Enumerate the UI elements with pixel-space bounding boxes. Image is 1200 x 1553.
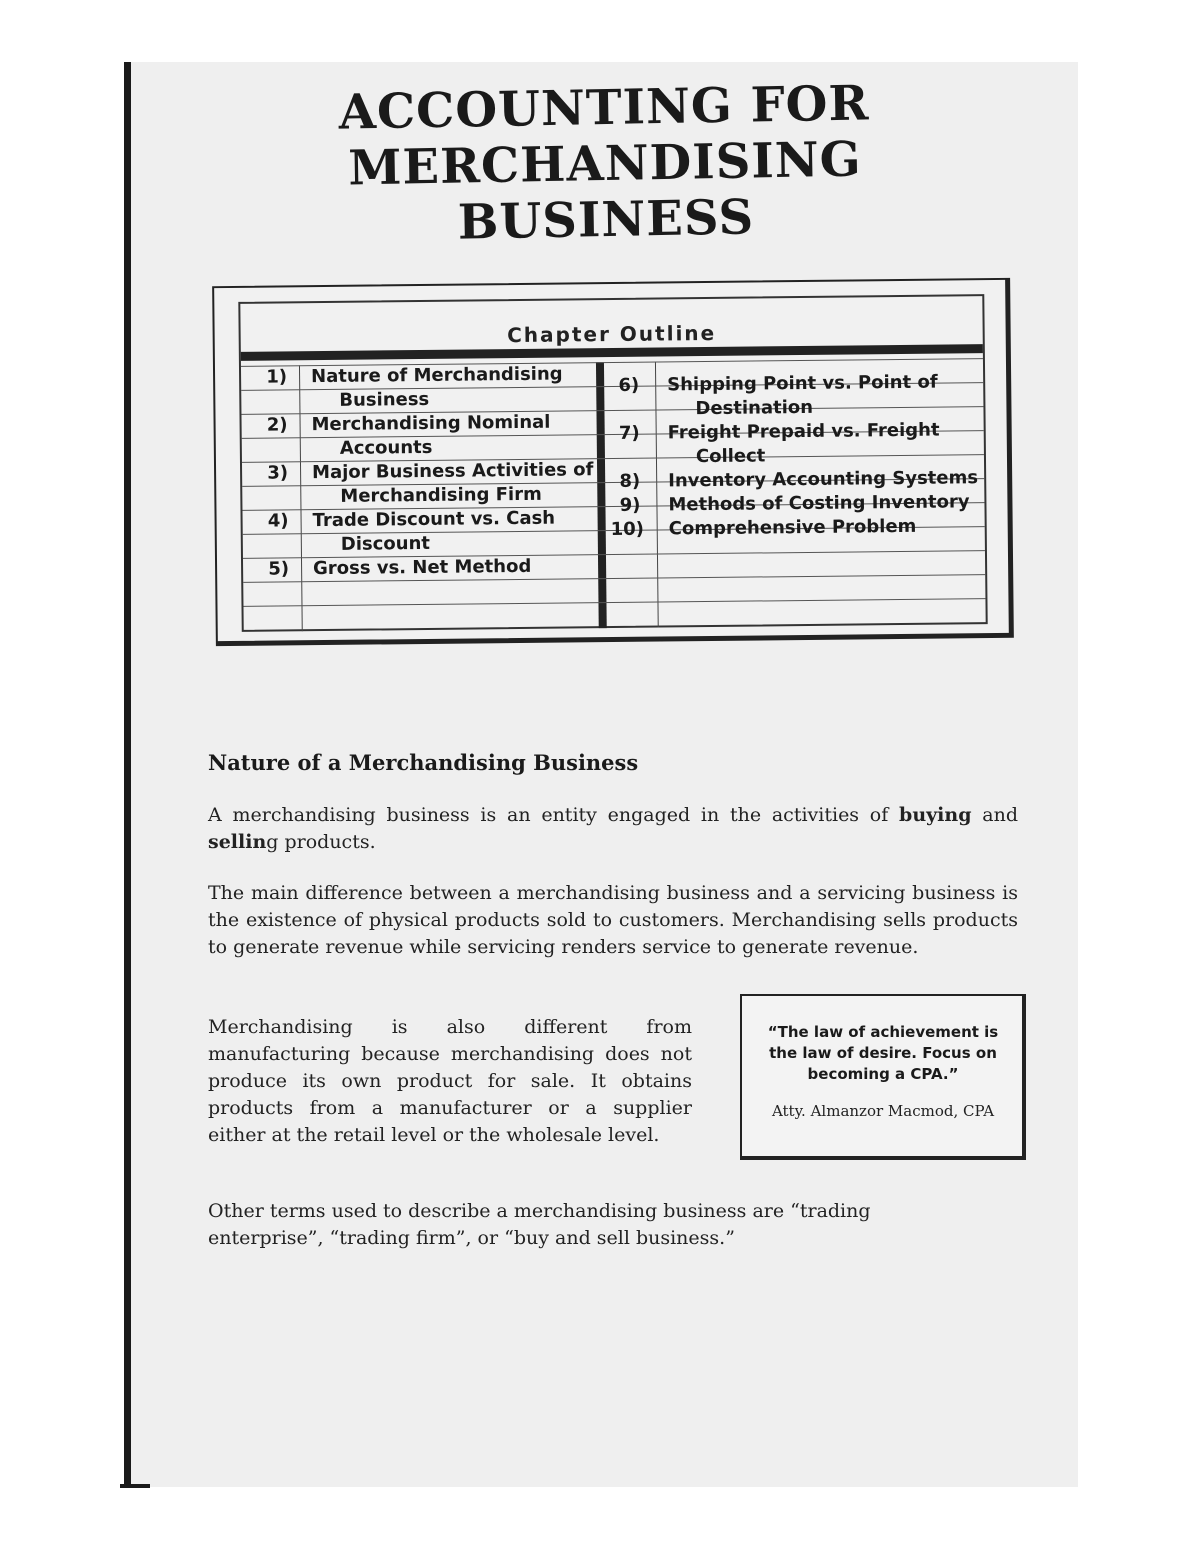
outline-item-line2: Merchandising Firm — [340, 483, 542, 507]
outline-item-line1: Comprehensive Problem — [668, 515, 917, 540]
outline-item-number: 10) — [610, 518, 645, 541]
outline-item — [312, 458, 602, 509]
outline-item-line1: Gross vs. Net Method — [312, 555, 532, 580]
outline-item — [669, 514, 979, 541]
outline-item-line2: Accounts — [339, 436, 433, 459]
chapter-title-line1: ACCOUNTING FOR — [338, 75, 870, 141]
outline-item-line2: Collect — [695, 445, 766, 468]
outline-grid — [241, 358, 986, 632]
outline-item-line1: Methods of Costing Inventory — [668, 491, 970, 516]
paragraph-difference-servicing: The main difference between a merchandising business and a servicing business is the existence of physical products sold to customers. Merchandising sells products to generate revenue while servicing renders service to generate revenue. — [208, 882, 1018, 958]
outline-item-number: 4) — [267, 510, 289, 532]
outline-item-line1: Major Business Activities of — [311, 459, 594, 484]
outline-item-line2: Discount — [340, 532, 431, 555]
paragraph-text: g products. — [266, 831, 376, 853]
quote-text: “The law of achievement is the law of desire. Focus on becoming a CPA.” — [767, 1023, 999, 1083]
outline-item-line1: Trade Discount vs. Cash — [312, 507, 556, 532]
paragraph-text: and — [971, 804, 1018, 826]
outline-item-number: 5) — [268, 558, 290, 580]
bold-term-selling: sellin — [208, 831, 267, 853]
outline-item-number: 3) — [267, 462, 289, 484]
outline-item — [311, 362, 601, 413]
outline-item-number: 7) — [618, 422, 640, 444]
paragraph-text: A merchandising business is an entity engaged in the activities of — [208, 804, 900, 826]
bold-term-buying: buying — [899, 804, 972, 826]
grid-line — [299, 365, 303, 631]
section-heading: Nature of a Merchandising Business — [208, 750, 639, 775]
outline-item-line2: Business — [339, 388, 430, 411]
grid-line — [655, 362, 659, 628]
grid-line — [243, 598, 985, 607]
outline-item-number: 1) — [266, 366, 288, 388]
chapter-outline-heading: Chapter Outline — [507, 320, 717, 348]
outline-item-number: 9) — [619, 494, 641, 516]
paragraph-definition — [208, 802, 1018, 856]
quote-author: Atty. Almanzor Macmod, CPA — [771, 1102, 995, 1120]
outline-item-line2: Destination — [695, 396, 814, 420]
outline-item-line1: Shipping Point vs. Point of — [667, 371, 938, 396]
paragraph-other-terms: Other terms used to describe a merchandising business are “trading enterprise”, “trading firm”, or “buy and sell business.” — [208, 1200, 871, 1249]
outline-item — [311, 410, 601, 461]
page-binding-edge — [124, 62, 131, 1487]
outline-item — [313, 554, 603, 581]
chapter-outline-box — [212, 278, 1014, 646]
chapter-outline-inner — [238, 294, 987, 632]
outline-item-number: 6) — [618, 374, 640, 396]
outline-item — [668, 466, 978, 493]
outline-item-line1: Inventory Accounting Systems — [668, 467, 979, 492]
outline-item-line1: Merchandising Nominal — [311, 411, 551, 436]
chapter-title-line2: MERCHANDISING BUSINESS — [347, 131, 863, 251]
paragraph-difference-manufacturing: Merchandising is also different from manufacturing because merchandising does not produce its own product for sale. It obtains products from a manufacturer or a supplier either at the retail level or the wholesale level. — [208, 1016, 692, 1146]
chapter-title — [199, 73, 1012, 255]
outline-item — [312, 506, 602, 557]
outline-item-line1: Freight Prepaid vs. Freight — [667, 419, 940, 444]
outline-item — [667, 370, 977, 421]
outline-item-number: 8) — [619, 470, 641, 492]
outline-item — [668, 490, 978, 517]
outline-item-line1: Nature of Merchandising — [310, 363, 563, 388]
outline-item-number: 2) — [266, 414, 288, 436]
outline-item — [668, 418, 978, 469]
quote-box — [740, 994, 1026, 1160]
page-bottom-edge — [120, 1484, 150, 1488]
